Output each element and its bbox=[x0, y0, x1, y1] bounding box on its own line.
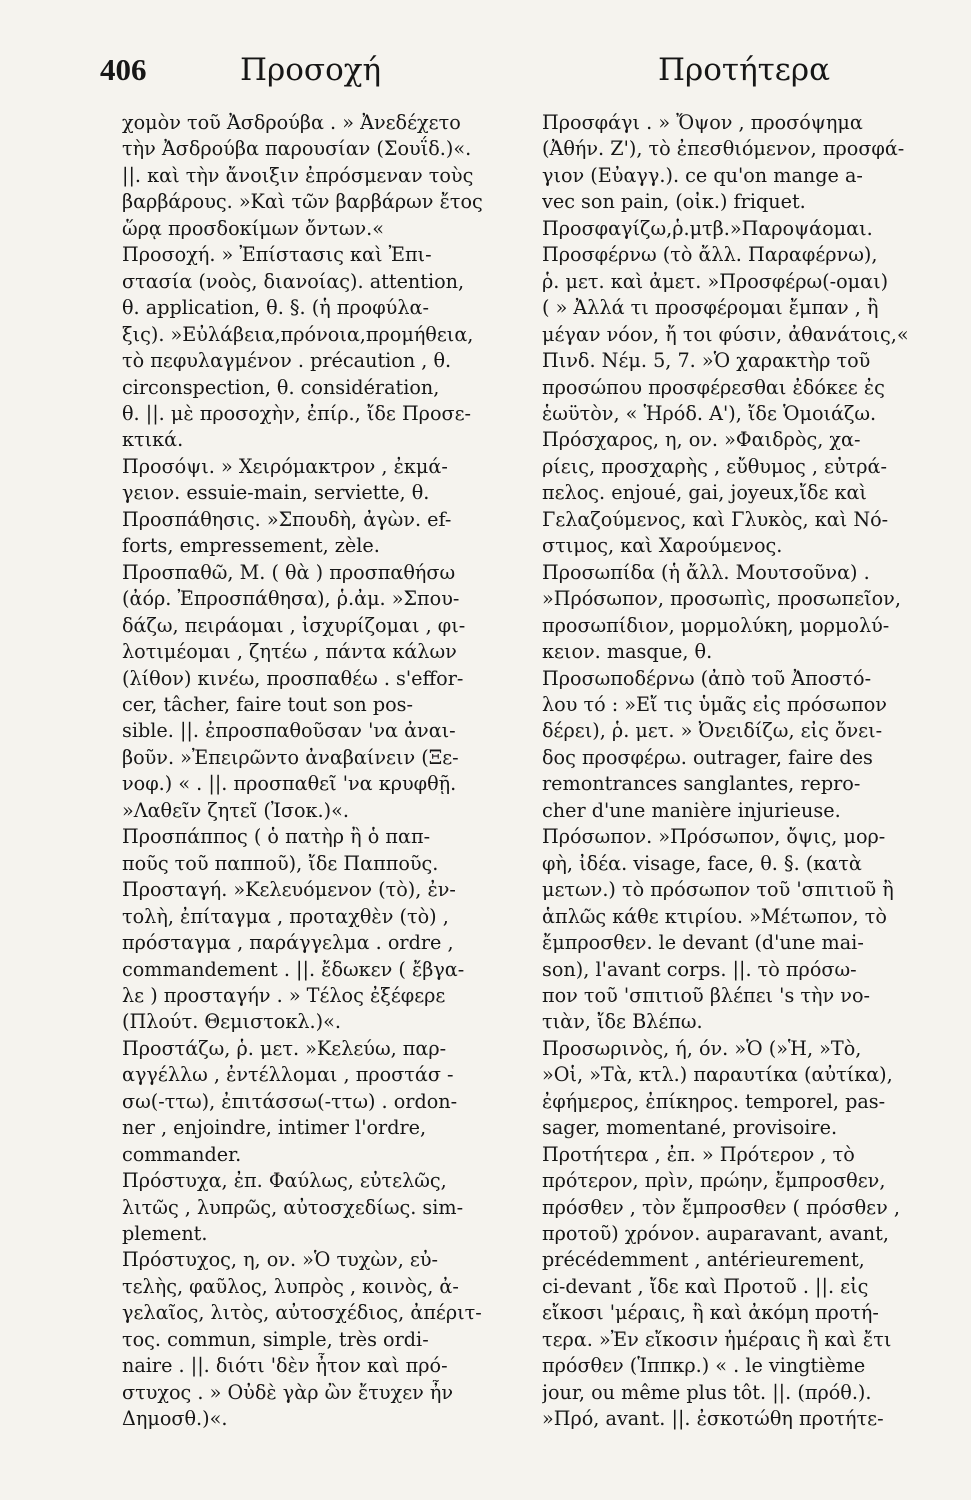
text-line: προσωπίδιον, μορμολύκη, μορμολύ- bbox=[542, 613, 890, 637]
text-line: τιὰν, ἴδε Βλέπω. bbox=[542, 1010, 703, 1034]
text-line: plement. bbox=[122, 1222, 208, 1246]
right-running-headword: Προτήτερα bbox=[658, 52, 831, 88]
text-line: (ἀόρ. Ἐπροσπάθησα), ῥ.ἀμ. »Σπου- bbox=[122, 587, 460, 611]
text-line: πρόσταγμα , παράγγελμα . ordre , bbox=[122, 931, 454, 955]
text-line: Προστάζω, ῥ. μετ. »Κελεύω, παρ- bbox=[122, 1036, 447, 1060]
text-line: νοφ.) « . ||. προσπαθεῖ 'να κρυφθῇ. bbox=[122, 772, 457, 796]
text-line: μετων.) τὸ πρόσωπον τοῦ 'σπιτιοῦ ἢ bbox=[542, 878, 894, 902]
text-line: κειον. masque, θ. bbox=[542, 640, 713, 664]
text-line: βαρβάρους. »Καὶ τῶν βαρβάρων ἔτος bbox=[122, 190, 483, 214]
text-line: τολὴ, ἐπίταγμα , προταχθὲν (τὸ) , bbox=[122, 904, 449, 928]
text-line: ῥ. μετ. καὶ ἀμετ. »Προσφέρω(-ομαι) bbox=[542, 269, 889, 293]
text-line: Γελαζούμενος, καὶ Γλυκὸς, καὶ Νό- bbox=[542, 507, 889, 531]
text-line: sible. ||. ἐπροσπαθοῦσαν 'να ἀναι- bbox=[122, 719, 456, 743]
text-line: λου τό : »Εἴ τις ὑμᾶς εἰς πρόσωπον bbox=[542, 692, 887, 716]
text-line: (λίθον) κινέω, προσπαθέω . s'effor- bbox=[122, 666, 464, 690]
text-line: Προτήτερα , ἐπ. » Πρότερον , τὸ bbox=[542, 1142, 855, 1166]
right-column bbox=[542, 110, 934, 1433]
text-line: naire . ||. διότι 'δὲν ἦτον καὶ πρό- bbox=[122, 1354, 448, 1378]
text-line: ρίεις, προσχαρὴς , εὔθυμος , εὐτρά- bbox=[542, 454, 887, 478]
text-line: Προσφέρνω (τὸ ἄλλ. Παραφέρνω), bbox=[542, 243, 878, 267]
text-line: ἁπλῶς κάθε κτιρίου. »Μέτωπον, τὸ bbox=[542, 904, 887, 928]
text-line: αγγέλλω , ἐντέλλομαι , προστάσ - bbox=[122, 1063, 454, 1087]
text-line: précédemment , antérieurement, bbox=[542, 1248, 865, 1272]
text-line: τὸ πεφυλαγμένον . précaution , θ. bbox=[122, 349, 452, 373]
text-line: στασία (νοὸς, διανοίας). attention, bbox=[122, 269, 465, 293]
text-line: στιμος, καὶ Χαρούμενος. bbox=[542, 534, 783, 558]
text-line: στυχος . » Οὐδὲ γὰρ ὢν ἔτυχεν ἦν bbox=[122, 1380, 454, 1404]
text-line: ξις). »Εὐλάβεια,πρόνοια,προμήθεια, bbox=[122, 322, 474, 346]
text-line: »Λαθεῖν ζητεῖ (Ἰσοκ.)«. bbox=[122, 798, 349, 822]
text-line: Προσφάγι . » Ὄψον , προσόψημα bbox=[542, 111, 863, 134]
text-line: Προσπαθῶ, Μ. ( θὰ ) προσπαθήσω bbox=[122, 560, 456, 584]
text-line: λοτιμέομαι , ζητέω , πάντα κάλων bbox=[122, 640, 457, 664]
text-line: πελος. enjoué, gai, joyeux,ἴδε καὶ bbox=[542, 481, 867, 505]
text-line: »Οἱ, »Τὰ, κτλ.) παραυτίκα (αὐτίκα), bbox=[542, 1063, 893, 1087]
text-line: forts, empressement, zèle. bbox=[122, 534, 380, 558]
text-line: cer, tâcher, faire tout son pos- bbox=[122, 692, 413, 716]
text-line: ( » Ἀλλά τι προσφέρομαι ἔμπαν , ἢ bbox=[542, 296, 879, 320]
text-line: (Πλούτ. Θεμιστοκλ.)«. bbox=[122, 1010, 341, 1034]
text-line: Πρόσχαρος, η, ον. »Φαιδρὸς, χα- bbox=[542, 428, 861, 452]
text-line: »Πρό, avant. ||. ἐσκοτώθη προτήτε- bbox=[542, 1407, 884, 1431]
text-line: πρόσθεν (Ἱππκρ.) « . le vingtième bbox=[542, 1354, 866, 1378]
text-line: ||. καὶ τὴν ἄνοιξιν ἐπρόσμεναν τοὺς bbox=[122, 163, 474, 187]
left-column bbox=[122, 110, 490, 1433]
text-line: Προσοχή. » Ἐπίστασις καὶ Ἐπι- bbox=[122, 243, 432, 267]
text-line: προτοῦ) χρόνον. auparavant, avant, bbox=[542, 1222, 889, 1246]
text-line: Προσπάθησις. »Σπουδὴ, ἀγὼν. ef- bbox=[122, 507, 452, 531]
text-line: Πρόστυχα, ἐπ. Φαύλως, εὐτελῶς, bbox=[122, 1169, 447, 1193]
text-line: ἑωϋτὸν, « Ἡρόδ. Α'), ἴδε Ὁμοιάζω. bbox=[542, 401, 877, 425]
text-line: λιτῶς , λυπρῶς, αὐτοσχεδίως. sim- bbox=[122, 1195, 464, 1219]
text-line: cher d'une manière injurieuse. bbox=[542, 798, 841, 822]
text-line: vec son pain, (οἰκ.) friquet. bbox=[542, 190, 806, 214]
text-line: λε ) προσταγήν . » Τέλος ἐξέφερε bbox=[122, 983, 446, 1007]
text-line: δος προσφέρω. outrager, faire des bbox=[542, 745, 873, 769]
text-line: τὴν Ἀσδρούβα παρουσίαν (Σουΐδ.)«. bbox=[122, 137, 472, 161]
text-line: Προσπάππος ( ὁ πατὴρ ἢ ὁ παπ- bbox=[122, 825, 431, 849]
left-running-headword: Προσοχή bbox=[240, 52, 382, 88]
text-line: δέρει), ῥ. μετ. » Ὀνειδίζω, εἰς ὄνει- bbox=[542, 719, 883, 743]
page-number: 406 bbox=[100, 52, 147, 87]
text-line: Προσωπίδα (ἡ ἄλλ. Μουτσοῦνα) . bbox=[542, 560, 870, 584]
text-line: Προσφαγίζω,ῥ.μτβ.»Παροψάομαι. bbox=[542, 216, 873, 240]
text-line: θ. ||. μὲ προσοχὴν, ἐπίρ., ἴδε Προσε- bbox=[122, 401, 472, 425]
text-line: Πρόστυχος, η, ον. »Ὁ τυχὼν, εὐ- bbox=[122, 1248, 439, 1272]
text-line: son), l'avant corps. ||. τὸ πρόσω- bbox=[542, 957, 857, 981]
text-line: πρότερον, πρὶν, πρώην, ἔμπροσθεν, bbox=[542, 1169, 886, 1193]
text-line: κτικά. bbox=[122, 428, 184, 452]
text-line: ποῦς τοῦ παπποῦ), ἴδε Παπποῦς. bbox=[122, 851, 439, 875]
text-line: προσώπου προσφέρεσθαι ἐδόκεε ἐς bbox=[542, 375, 885, 399]
text-line: commander. bbox=[122, 1142, 242, 1166]
text-line: sager, momentané, provisoire. bbox=[542, 1116, 838, 1140]
text-line: Προσωποδέρνω (ἀπὸ τοῦ Ἀποστό- bbox=[542, 666, 872, 690]
text-line: commandement . ||. ἔδωκεν ( ἔβγα- bbox=[122, 957, 465, 981]
text-line: τος. commun, simple, très ordi- bbox=[122, 1327, 429, 1351]
text-line: εἴκοσι 'μέραις, ἢ καὶ ἀκόμη προτή- bbox=[542, 1301, 879, 1325]
text-line: Πρόσωπον. »Πρόσωπον, ὄψις, μορ- bbox=[542, 825, 886, 849]
text-line: γειον. essuie-main, serviette, θ. bbox=[122, 481, 430, 505]
text-line: θ. application, θ. §. (ἡ προφύλα- bbox=[122, 296, 429, 320]
text-line: γιον (Εὐαγγ.). ce qu'on mange a- bbox=[542, 163, 863, 187]
text-line: (Ἀθήν. Ζ'), τὸ ἐπεσθιόμενον, προσφά- bbox=[542, 137, 905, 161]
text-line: μέγαν νόον, ἤ τοι φύσιν, ἀθανάτοις,« bbox=[542, 322, 909, 346]
text-line: φὴ, ἰδέα. visage, face, θ. §. (κατὰ bbox=[542, 851, 862, 875]
page-header bbox=[0, 52, 971, 102]
text-line: ἐφήμερος, ἐπίκηρος. temporel, pas- bbox=[542, 1089, 886, 1113]
text-line: jour, ou même plus tôt. ||. (πρόθ.). bbox=[542, 1380, 872, 1404]
text-line: Δημοσθ.)«. bbox=[122, 1407, 228, 1431]
text-line: ner , enjoindre, intimer l'ordre, bbox=[122, 1116, 427, 1140]
text-line: βοῦν. »Ἐπειρῶντο ἀναβαίνειν (Ξε- bbox=[122, 745, 459, 769]
text-line: χομὸν τοῦ Ἀσδρούβα . » Ἀνεδέχετο bbox=[122, 111, 461, 134]
text-line: τερα. »Ἐν εἴκοσιν ἡμέραις ἢ καὶ ἔτι bbox=[542, 1327, 892, 1351]
text-line: σω(-ττω), ἐπιτάσσω(-ττω) . ordon- bbox=[122, 1089, 458, 1113]
text-line: γελαῖος, λιτὸς, αὐτοσχέδιος, ἀπέριτ- bbox=[122, 1301, 482, 1325]
text-line: Προσόψι. » Χειρόμακτρον , ἐκμά- bbox=[122, 454, 448, 478]
text-line: ὥρᾳ προσδοκίμων ὄντων.« bbox=[122, 216, 385, 240]
text-line: Προσωρινὸς, ή, όν. »Ὁ (»Ἡ, »Τὸ, bbox=[542, 1036, 862, 1060]
text-line: δάζω, πειράομαι , ἰσχυρίζομαι , φι- bbox=[122, 613, 466, 637]
text-line: circonspection, θ. considération, bbox=[122, 375, 440, 399]
text-line: τελὴς, φαῦλος, λυπρὸς , κοινὸς, ἀ- bbox=[122, 1274, 459, 1298]
text-line: ci-devant , ἴδε καὶ Προτοῦ . ||. εἰς bbox=[542, 1274, 869, 1298]
text-line: Προσταγή. »Κελευόμενον (τὸ), ἐν- bbox=[122, 878, 456, 902]
text-line: Πινδ. Νέμ. 5, 7. »Ὁ χαρακτὴρ τοῦ bbox=[542, 349, 871, 373]
text-line: πρόσθεν , τὸν ἔμπροσθεν ( πρόσθεν , bbox=[542, 1195, 900, 1219]
text-line: πον τοῦ 'σπιτιοῦ βλέπει 's τὴν νο- bbox=[542, 983, 870, 1007]
text-line: »Πρόσωπον, προσωπὶς, προσωπεῖον, bbox=[542, 587, 901, 611]
text-line: remontrances sanglantes, repro- bbox=[542, 772, 861, 796]
text-line: ἔμπροσθεν. le devant (d'une mai- bbox=[542, 931, 864, 955]
